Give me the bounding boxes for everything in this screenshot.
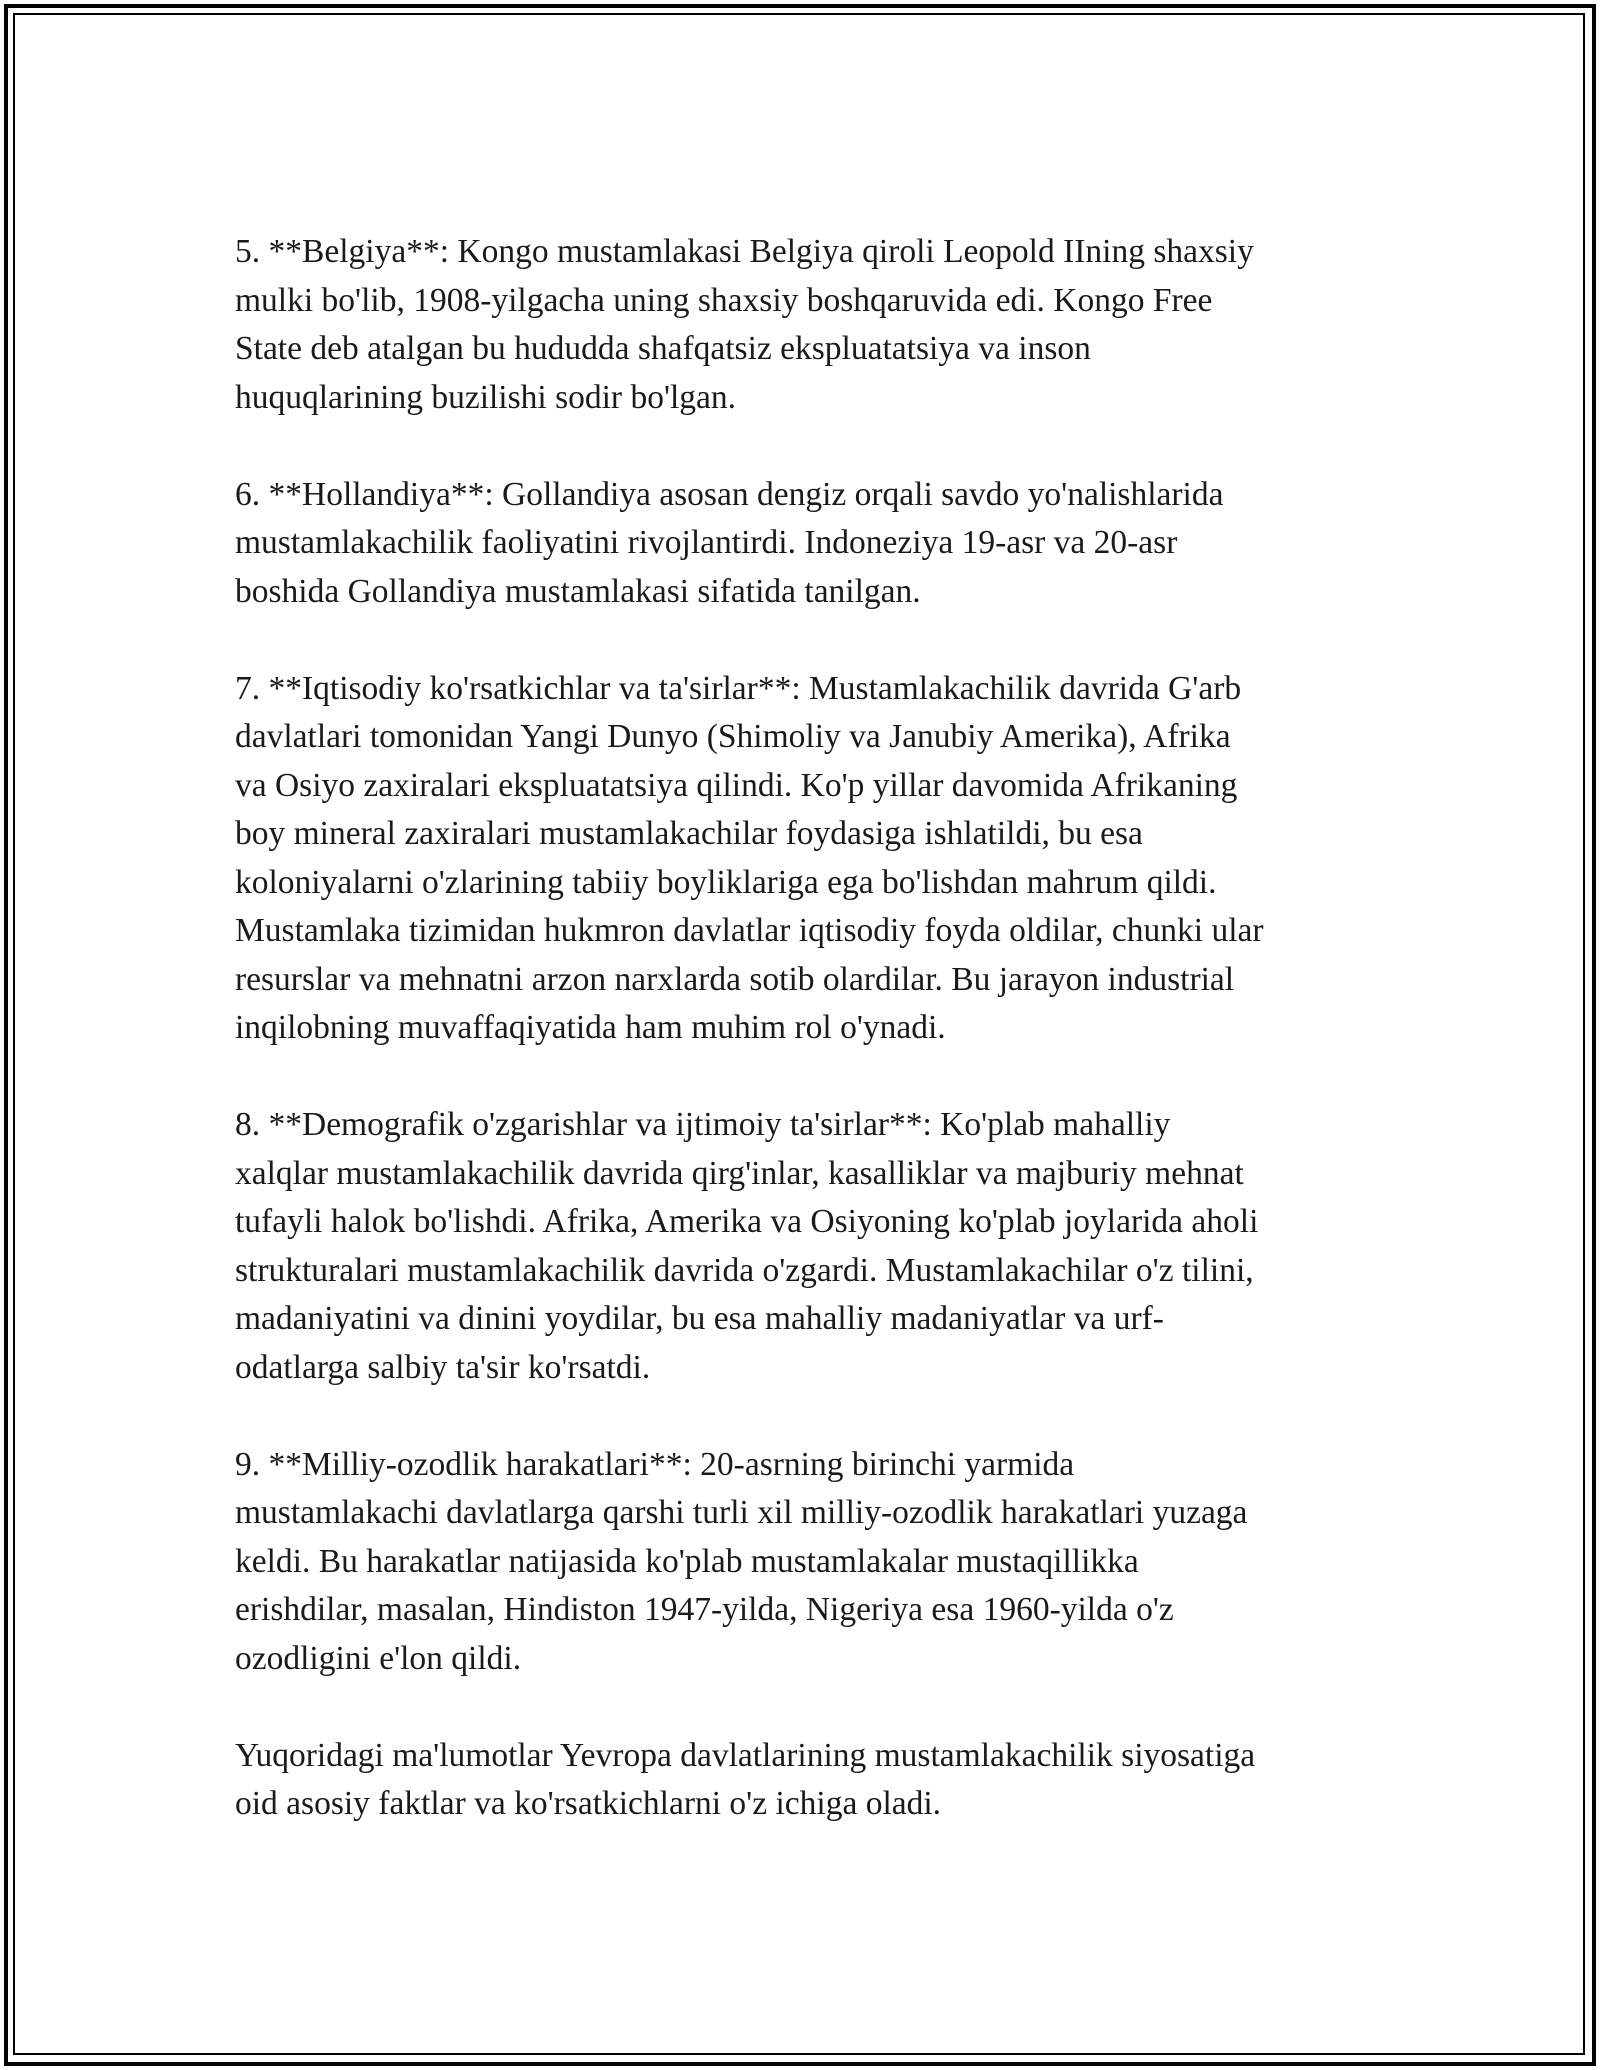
paragraph-demografik: 8. **Demografik o'zgarishlar va ijtimoiy ta'sirlar**: Ko'plab mahalliy xalqlar mustamlakachilik davrida qirg'inlar, kasalliklar va majburiy mehnat tufayli halok bo'lishdi. Afrika, Amerika va Osiyoning ko'plab joylarida aholi strukturalari mustamlakachilik davrida o'zgardi. Mustamlakachilar o'z tilini, madaniyatini va dinini yoydilar, bu esa mahalliy madaniyatlar va urf- odatlarga salbiy ta'sir ko'rsatdi. — [235, 1106, 1259, 1386]
paragraph-milliy-ozodlik: 9. **Milliy-ozodlik harakatlari**: 20-asrning birinchi yarmida mustamlakachi davlatlarga qarshi turli xil milliy-ozodlik harakatlari yuzaga keldi. Bu harakatlar natijasida ko'plab mustamlakalar mustaqillikka erishdilar, masalan, Hindiston 1947-yilda, Nigeriya esa 1960-yilda o'z ozodligini e'lon qildi. — [235, 1445, 1248, 1677]
paragraph-iqtisodiy: 7. **Iqtisodiy ko'rsatkichlar va ta'sirlar**: Mustamlakachilik davrida G'arb davlatlari tomonidan Yangi Dunyo (Shimoliy va Janubiy Amerika), Afrika va Osiyo zaxiralari ekspluatatsiya qilindi. Ko'p yillar davomida Afrikaning boy mineral zaxiralari mustamlakachilar foydasiga ishlatildi, bu esa koloniyalarni o'zlarining tabiiy boyliklariga ega bo'lishdan mahrum qildi. Mustamlaka tizimidan hukmron davlatlar iqtisodiy foyda oldilar, chunki ular resurslar va mehnatni arzon narxlarda sotib olardilar. Bu jarayon industrial inqilobning muvaffaqiyatida ham muhim rol o'ynadi. — [235, 669, 1264, 1046]
paragraph-conclusion: Yuqoridagi ma'lumotlar Yevropa davlatlarining mustamlakachilik siyosatiga oid asosiy faktlar va ko'rsatkichlarni o'z ichiga oladi. — [235, 1736, 1256, 1822]
paragraph-hollandiya: 6. **Hollandiya**: Gollandiya asosan dengiz orqali savdo yo'nalishlarida mustamlakachilik faoliyatini rivojlantirdi. Indoneziya 19-asr va 20-asr boshida Gollandiya mustamlakasi sifatida tanilgan. — [235, 475, 1224, 610]
paragraph-belgiya: 5. **Belgiya**: Kongo mustamlakasi Belgiya qiroli Leopold IIning shaxsiy mulki bo'lib, 1908-yilgacha uning shaxsiy boshqaruvida edi. Kongo Free State deb atalgan bu hududda shafqatsiz ekspluatatsiya va inson huquqlarining buzilishi sodir bo'lgan. — [235, 233, 1254, 416]
document-body — [235, 228, 1385, 1877]
